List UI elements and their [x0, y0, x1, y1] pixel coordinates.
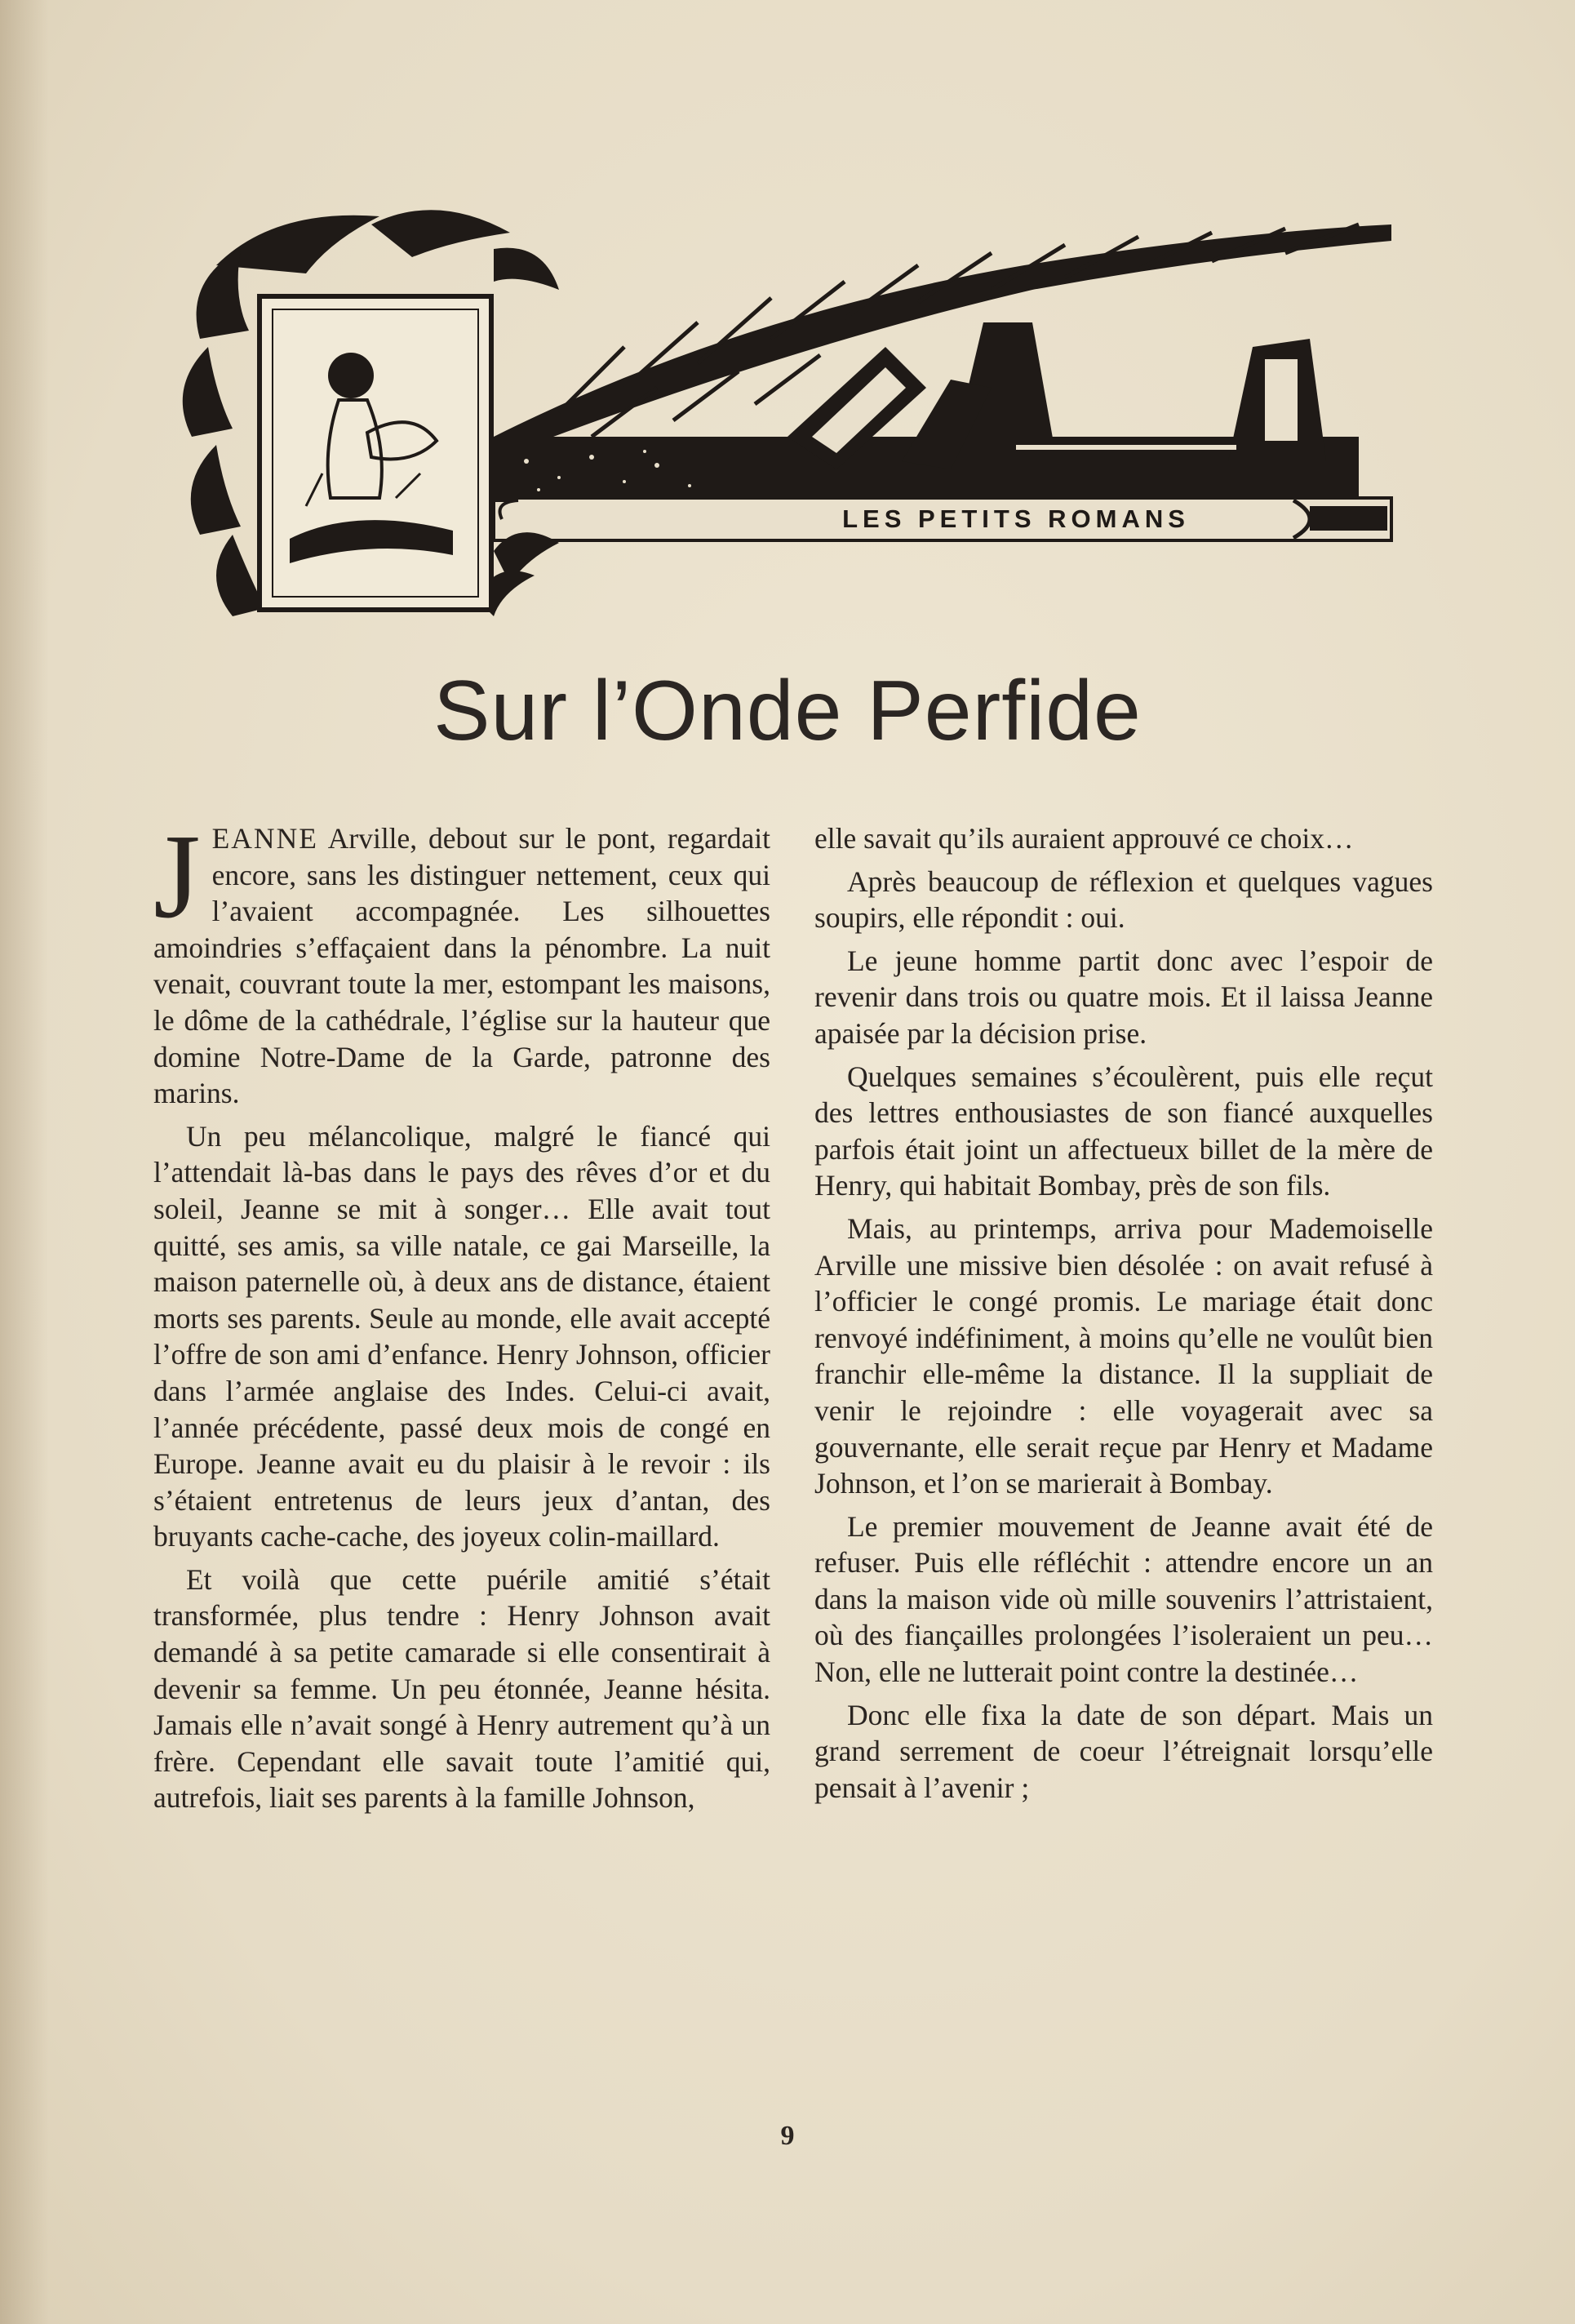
first-word: EANNE [211, 822, 318, 855]
section-label: LES PETITS ROMANS [842, 504, 1190, 533]
article-title: Sur l’Onde Perfide [433, 664, 1142, 758]
vignette-frame [257, 294, 494, 612]
paragraph [153, 810, 770, 1112]
drop-cap: J [153, 810, 201, 944]
paragraph: Donc elle fixa la date de son départ. Mais un grand serrement de coeur l’étreignait lorsqu’elle pensait à l’avenir ; [814, 1698, 1433, 1804]
paragraph: Et voilà que cette puérile amitié s’était transformée, plus tendre : Henry Johnson avait demandé à sa petite camarade si elle consentirait à devenir sa femme. Un peu étonnée, Jeanne hésita. Jamais elle n’avait songé à Henry autrement qu’à un frère. Cependant elle savait toute l’amitié qui, autrefois, liait ses parents à la famille Johnson, [153, 1562, 770, 1815]
vignette-inner-border [272, 309, 479, 598]
paragraph: Le premier mouvement de Jeanne avait été de refuser. Puis elle réfléchit : attendre encore un an dans la maison vide où mille souvenirs l’attristaient, où des fiançailles prolongées l’isoleraient un peu… Non, elle ne lutterait point contre la destinée… [814, 1509, 1433, 1689]
left-column [153, 810, 770, 1823]
paragraph: Quelques semaines s’écoulèrent, puis elle reçut des lettres enthousiastes de son fiancé auxquelles parfois était joint un affectueux billet de la mère de Henry, qui habitait Bombay, près de son fils. [814, 1060, 1433, 1202]
binding-shadow [0, 0, 49, 2324]
header-banner [167, 192, 1408, 624]
paragraph: elle savait qu’ils auraient approuvé ce choix… [814, 822, 1354, 855]
paragraph: Un peu mélancolique, malgré le fiancé qui l’attendait là-bas dans le pays des rêves d’or et du soleil, Jeanne se mit à songer… Elle avait tout quitté, ses amis, sa ville natale, ce gai Marseille, la maison paternelle où, à deux ans de distance, étaient morts ses parents. Seule au monde, elle avait accepté l’offre de son ami d’enfance. Henry Johnson, officier dans l’armée anglaise des Indes. Celui-ci avait, l’année précédente, passé deux mois de congé en Europe. Jeanne avait eu du plaisir à le revoir : ils s’étaient entretenus de leurs jeux d’antan, des bruyants cache-cache, des joyeux colin-maillard. [153, 1119, 770, 1553]
right-column [814, 820, 1433, 1812]
paragraph: Mais, au printemps, arriva pour Mademoiselle Arville une missive bien désolée : on avait refusé à l’officier le congé promis. Le mariage était donc renvoyé indéfiniment, à moins qu’elle ne voulût bien franchir elle-même la distance. Il la suppliait de venir le rejoindre : elle voyagerait avec sa gouvernante, elle serait reçue par Henry et Madame Johnson, et l’on se marierait à Bombay. [814, 1211, 1433, 1500]
child-reading-icon [273, 310, 468, 586]
paragraph: Le jeune homme partit donc avec l’espoir de revenir dans trois ou quatre mois. Et il laissa Jeanne apaisée par la décision prise. [814, 944, 1433, 1050]
paragraph-text: Arville, debout sur le pont, regardait encore, sans les distinguer nettement, ceux qui l’avaient accompagnée. Les silhouettes amoindries s’effaçaient dans la pénombre. La nuit venait, couvrant toute la mer, estompant les maisons, le dôme de la cathédrale, l’église sur la hauteur que domine Notre-Dame de la Garde, patronne des marins. [153, 822, 770, 1110]
page-number: 9 [780, 2121, 795, 2151]
paragraph: Après beaucoup de réflexion et quelques vagues soupirs, elle répondit : oui. [814, 864, 1433, 935]
